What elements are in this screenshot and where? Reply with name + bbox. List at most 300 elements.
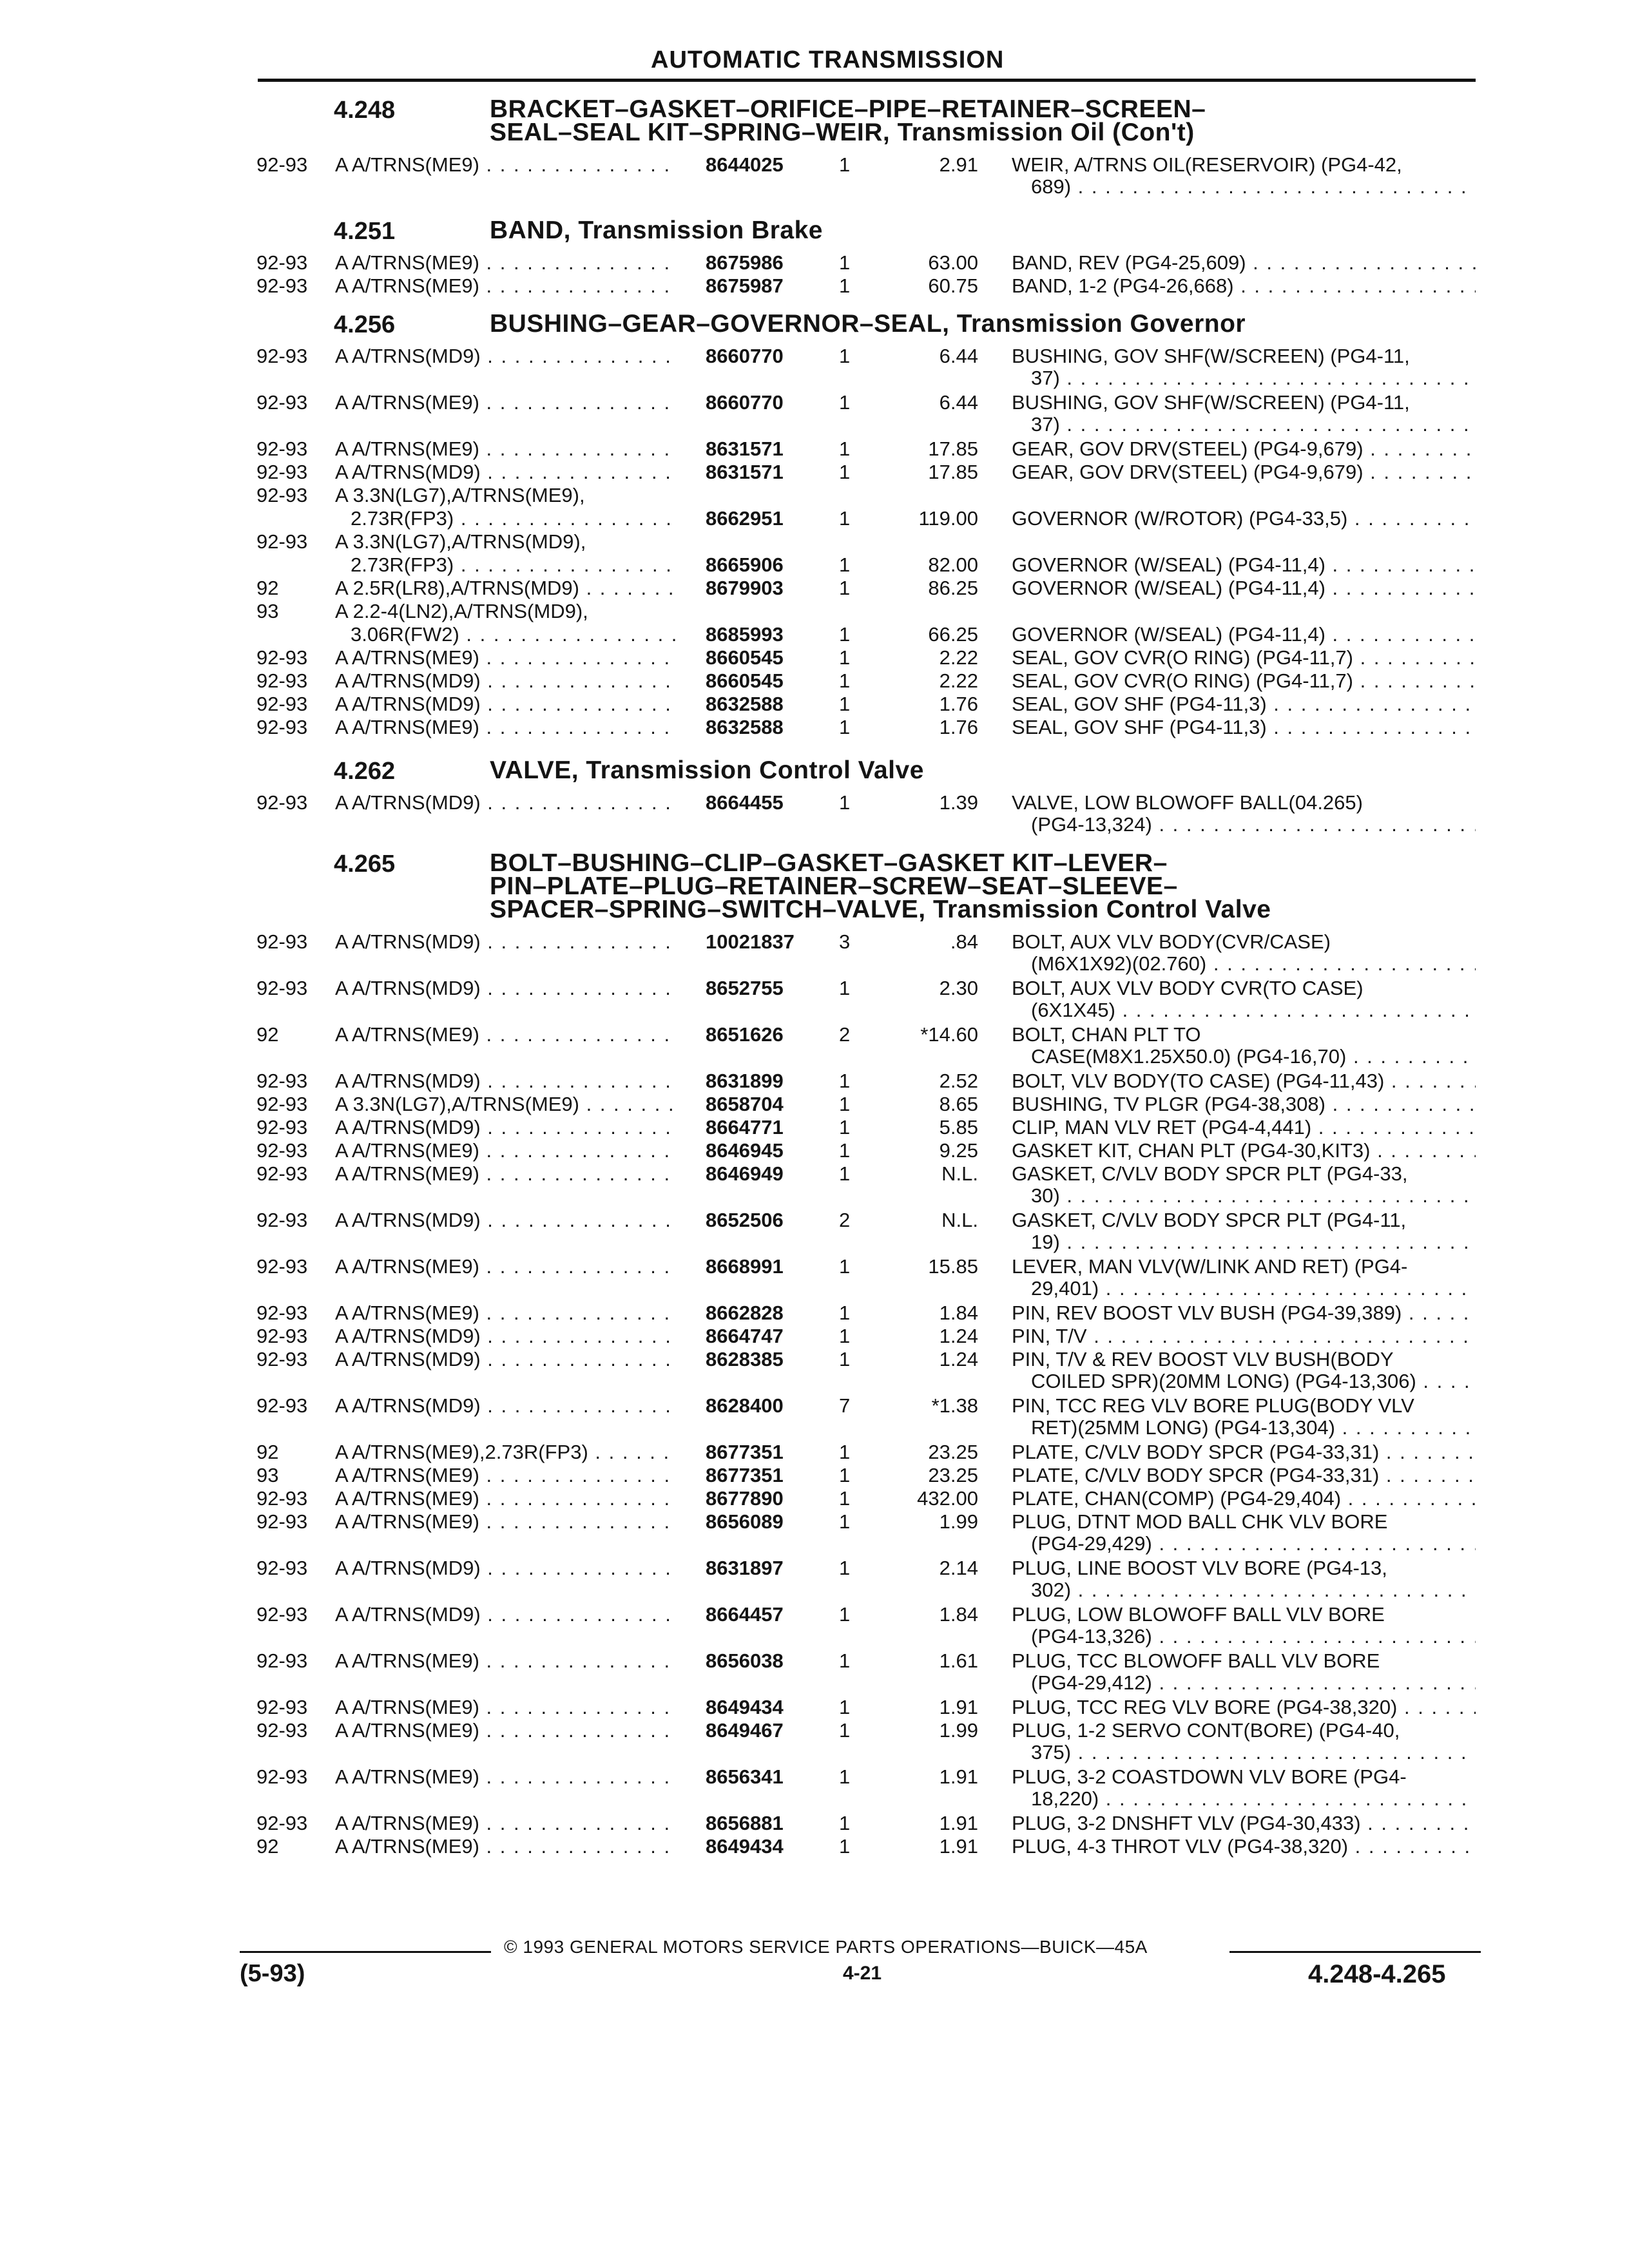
part-price: 2.52 — [939, 1070, 978, 1092]
section-number: 4.251 — [334, 218, 396, 245]
part-quantity: 1 — [839, 1162, 851, 1185]
part-number: 8677351 — [706, 1441, 784, 1463]
section-title — [490, 216, 1476, 244]
section-title-line: SEAL–SEAL KIT–SPRING–WEIR, Transmission Oil (Con't) — [490, 119, 1195, 146]
part-description: PLUG, TCC BLOWOFF BALL VLV BORE — [1012, 1649, 1380, 1672]
part-application: A 3.3N(LG7),A/TRNS(ME9) . . . — [335, 1093, 677, 1116]
part-application: A A/TRNS(ME9) . . . — [335, 1812, 677, 1835]
part-application: A A/TRNS(MD9) . . . — [335, 1116, 677, 1139]
part-row — [0, 1255, 1629, 1278]
part-price: 6.44 — [939, 345, 978, 367]
part-years: 92-93 — [256, 461, 308, 483]
part-number: 8631571 — [706, 437, 784, 460]
part-number: 8664457 — [706, 1603, 784, 1626]
part-number: 8662951 — [706, 507, 784, 530]
part-row — [0, 1394, 1629, 1418]
part-row — [0, 646, 1629, 669]
part-years: 92-93 — [256, 930, 308, 953]
part-years: 92-93 — [256, 1394, 308, 1417]
part-application: A A/TRNS(ME9) . . . — [335, 1649, 677, 1673]
section-title-line: BRACKET–GASKET–ORIFICE–PIPE–RETAINER–SCREEN– — [490, 95, 1206, 123]
part-description: BOLT, AUX VLV BODY(CVR/CASE) — [1012, 930, 1331, 953]
part-description-line2: (PG4-29,429) . . . — [1031, 1532, 1476, 1555]
part-description-line2: (PG4-29,412) . . . — [1031, 1671, 1476, 1695]
part-row-app-prefix — [0, 600, 1629, 623]
part-description-line2: (PG4-13,324) . . . — [1031, 813, 1476, 836]
part-application: A A/TRNS(MD9) . . . — [335, 1070, 677, 1093]
part-description: PLUG, 1-2 SERVO CONT(BORE) (PG4-40, — [1012, 1719, 1400, 1742]
section-title — [490, 312, 1476, 336]
part-quantity: 1 — [839, 1139, 851, 1162]
part-row — [0, 1070, 1629, 1093]
page-footer — [0, 1920, 1629, 1997]
part-price: 63.00 — [928, 251, 978, 274]
part-years: 92-93 — [256, 1696, 308, 1718]
part-quantity: 1 — [839, 1603, 851, 1626]
part-price: *1.38 — [931, 1394, 978, 1417]
part-years: 92-93 — [256, 977, 308, 999]
part-number: 8675986 — [706, 251, 784, 274]
part-years: 92-93 — [256, 437, 308, 460]
part-description-continuation — [0, 1625, 1629, 1648]
part-number: 8679903 — [706, 577, 784, 599]
part-row — [0, 1209, 1629, 1232]
part-number: 8632588 — [706, 716, 784, 738]
part-application: A A/TRNS(ME9) . . . — [335, 646, 677, 669]
part-description-line2: 19) . . . — [1031, 1231, 1476, 1254]
part-row — [0, 1139, 1629, 1162]
part-description: GASKET, C/VLV BODY SPCR PLT (PG4-11, — [1012, 1209, 1407, 1231]
part-quantity: 1 — [839, 1719, 851, 1742]
part-years: 92-93 — [256, 530, 308, 553]
part-application: 2.73R(FP3) . . . — [351, 507, 677, 530]
part-application: A A/TRNS(MD9) . . . — [335, 1348, 677, 1371]
part-description-line2: RET)(25MM LONG) (PG4-13,304) . . . — [1031, 1416, 1476, 1439]
part-quantity: 1 — [839, 1070, 851, 1092]
part-application: A A/TRNS(MD9) . . . — [335, 1209, 677, 1232]
section-title-line: BAND, Transmission Brake — [490, 216, 824, 244]
part-application: A A/TRNS(ME9) . . . — [335, 1487, 677, 1510]
part-quantity: 1 — [839, 1510, 851, 1533]
part-row — [0, 791, 1629, 814]
part-row — [0, 669, 1629, 693]
part-row — [0, 1116, 1629, 1139]
part-quantity: 1 — [839, 1464, 851, 1486]
part-price: 1.76 — [939, 693, 978, 715]
part-description-continuation — [0, 1416, 1629, 1439]
part-quantity: 2 — [839, 1209, 851, 1231]
part-description: PIN, TCC REG VLV BORE PLUG(BODY VLV — [1012, 1394, 1414, 1417]
part-row — [0, 1093, 1629, 1116]
part-number: 8665906 — [706, 553, 784, 576]
part-number: 8656038 — [706, 1649, 784, 1672]
part-row — [0, 1835, 1629, 1858]
part-price: 1.24 — [939, 1325, 978, 1347]
part-description: PIN, REV BOOST VLV BUSH (PG4-39,389) . . . — [1012, 1302, 1476, 1325]
part-row — [0, 623, 1629, 646]
part-number: 8656341 — [706, 1765, 784, 1788]
part-years: 92-93 — [256, 1070, 308, 1092]
part-number: 8649434 — [706, 1696, 784, 1718]
part-row — [0, 1325, 1629, 1348]
part-number: 8664455 — [706, 791, 784, 814]
part-years: 92-93 — [256, 1719, 308, 1742]
part-description: WEIR, A/TRNS OIL(RESERVOIR) (PG4-42, — [1012, 153, 1402, 176]
part-price: 1.84 — [939, 1603, 978, 1626]
part-description: BUSHING, TV PLGR (PG4-38,308) . . . — [1012, 1093, 1476, 1116]
part-years: 93 — [256, 1464, 279, 1486]
part-price: 60.75 — [928, 274, 978, 297]
part-price: .84 — [950, 930, 978, 953]
part-description-continuation — [0, 1277, 1629, 1300]
part-years: 92 — [256, 1023, 279, 1046]
part-application-line1: A 3.3N(LG7),A/TRNS(MD9), — [335, 530, 586, 553]
part-description: GOVERNOR (W/SEAL) (PG4-11,4) . . . — [1012, 553, 1476, 577]
part-years: 92-93 — [256, 716, 308, 738]
part-number: 8631897 — [706, 1557, 784, 1579]
part-number: 8685993 — [706, 623, 784, 646]
part-number: 8660545 — [706, 646, 784, 669]
part-row — [0, 1487, 1629, 1510]
part-description: PLATE, CHAN(COMP) (PG4-29,404) . . . — [1012, 1487, 1476, 1510]
part-years: 92-93 — [256, 1510, 308, 1533]
part-description-continuation — [0, 1045, 1629, 1068]
section-title-line: PIN–PLATE–PLUG–RETAINER–SCREW–SEAT–SLEEVE– — [490, 872, 1178, 900]
part-quantity: 1 — [839, 507, 851, 530]
part-application: A A/TRNS(ME9) . . . — [335, 1464, 677, 1487]
part-description-line2: 375) . . . — [1031, 1741, 1476, 1764]
part-description: BUSHING, GOV SHF(W/SCREEN) (PG4-11, — [1012, 391, 1410, 414]
part-years: 92-93 — [256, 391, 308, 414]
section-number: 4.256 — [334, 311, 396, 338]
part-quantity: 1 — [839, 1487, 851, 1510]
part-description-line2: 29,401) . . . — [1031, 1277, 1476, 1300]
part-description: GOVERNOR (W/SEAL) (PG4-11,4) . . . — [1012, 623, 1476, 646]
part-quantity: 1 — [839, 623, 851, 646]
part-application-line1: A 2.2-4(LN2),A/TRNS(MD9), — [335, 600, 588, 622]
part-price: 1.91 — [939, 1765, 978, 1788]
part-number: 8656881 — [706, 1812, 784, 1834]
part-quantity: 1 — [839, 153, 851, 176]
part-quantity: 1 — [839, 669, 851, 692]
section-title — [490, 849, 1476, 923]
part-row — [0, 693, 1629, 716]
part-row — [0, 977, 1629, 1000]
part-quantity: 1 — [839, 1325, 851, 1347]
part-number: 8664771 — [706, 1116, 784, 1139]
part-years: 92 — [256, 1835, 279, 1858]
part-price: N.L. — [941, 1209, 978, 1231]
part-quantity: 2 — [839, 1023, 851, 1046]
part-row — [0, 153, 1629, 177]
part-quantity: 1 — [839, 1348, 851, 1370]
part-description-line2: (M6X1X92)(02.760) . . . — [1031, 952, 1476, 975]
part-price: 1.24 — [939, 1348, 978, 1370]
part-quantity: 1 — [839, 1557, 851, 1579]
part-years: 92-93 — [256, 1557, 308, 1579]
part-years: 92-93 — [256, 669, 308, 692]
part-years: 92-93 — [256, 1116, 308, 1139]
part-years: 92-93 — [256, 484, 308, 506]
part-description-line2: 18,220) . . . — [1031, 1787, 1476, 1811]
part-price: 1.84 — [939, 1302, 978, 1324]
part-application: A A/TRNS(ME9) . . . — [335, 1255, 677, 1278]
part-price: 1.91 — [939, 1812, 978, 1834]
part-description-line2: 37) . . . — [1031, 413, 1476, 436]
part-quantity: 1 — [839, 461, 851, 483]
part-years: 92 — [256, 577, 279, 599]
footer-page-number: 4-21 — [843, 1963, 882, 1984]
part-application: A A/TRNS(MD9) . . . — [335, 1603, 677, 1626]
part-row — [0, 1510, 1629, 1533]
part-number: 8651626 — [706, 1023, 784, 1046]
part-price: 15.85 — [928, 1255, 978, 1278]
part-number: 8628400 — [706, 1394, 784, 1417]
part-application: A A/TRNS(ME9) . . . — [335, 1835, 677, 1858]
part-description-continuation — [0, 999, 1629, 1022]
part-row — [0, 1348, 1629, 1371]
part-number: 8652755 — [706, 977, 784, 999]
part-application: A A/TRNS(MD9) . . . — [335, 977, 677, 1000]
part-years: 93 — [256, 600, 279, 622]
section-number: 4.248 — [334, 97, 396, 124]
part-description: PLATE, C/VLV BODY SPCR (PG4-33,31) . . . — [1012, 1441, 1476, 1464]
part-application: A A/TRNS(MD9) . . . — [335, 461, 677, 484]
part-price: 2.22 — [939, 669, 978, 692]
footer-copyright: © 1993 GENERAL MOTORS SERVICE PARTS OPERATIONS—BUICK—45A — [504, 1937, 1148, 1957]
part-description-continuation — [0, 413, 1629, 436]
part-number: 8660545 — [706, 669, 784, 692]
part-application: A A/TRNS(ME9) . . . — [335, 1719, 677, 1742]
part-quantity: 1 — [839, 1649, 851, 1672]
part-years: 92-93 — [256, 1649, 308, 1672]
part-number: 8646949 — [706, 1162, 784, 1185]
part-description: GASKET, C/VLV BODY SPCR PLT (PG4-33, — [1012, 1162, 1408, 1185]
part-row — [0, 1557, 1629, 1580]
part-quantity: 1 — [839, 251, 851, 274]
part-description-continuation — [0, 367, 1629, 390]
footer-rule-left — [240, 1951, 491, 1953]
part-number: 8660770 — [706, 391, 784, 414]
part-description: CLIP, MAN VLV RET (PG4-4,441) . . . — [1012, 1116, 1476, 1139]
part-description-line2: 30) . . . — [1031, 1184, 1476, 1207]
part-price: 1.91 — [939, 1835, 978, 1858]
part-description: PLUG, 4-3 THROT VLV (PG4-38,320) . . . — [1012, 1835, 1476, 1858]
footer-section-range: 4.248-4.265 — [1308, 1960, 1446, 1988]
part-application: A A/TRNS(ME9) . . . — [335, 1302, 677, 1325]
section-title-line: BOLT–BUSHING–CLIP–GASKET–GASKET KIT–LEVER– — [490, 849, 1168, 877]
part-row — [0, 1765, 1629, 1789]
part-description-continuation — [0, 175, 1629, 198]
part-description-line2: COILED SPR)(20MM LONG) (PG4-13,306) . . . — [1031, 1370, 1476, 1393]
part-price: 17.85 — [928, 437, 978, 460]
part-description: GEAR, GOV DRV(STEEL) (PG4-9,679) . . . — [1012, 461, 1476, 484]
part-number: 8658704 — [706, 1093, 784, 1115]
part-price: N.L. — [941, 1162, 978, 1185]
part-years: 92-93 — [256, 1139, 308, 1162]
part-description-line2: 689) . . . — [1031, 175, 1476, 198]
part-number: 8664747 — [706, 1325, 784, 1347]
page-title: AUTOMATIC TRANSMISSION — [651, 46, 1005, 73]
part-years: 92 — [256, 1441, 279, 1463]
part-description: PLUG, LINE BOOST VLV BORE (PG4-13, — [1012, 1557, 1387, 1579]
part-quantity: 1 — [839, 1441, 851, 1463]
part-description: PLUG, LOW BLOWOFF BALL VLV BORE — [1012, 1603, 1385, 1626]
part-description: PLATE, C/VLV BODY SPCR (PG4-33,31) . . . — [1012, 1464, 1476, 1487]
section-title — [490, 756, 1476, 784]
part-row — [0, 251, 1629, 274]
part-application: A A/TRNS(ME9) . . . — [335, 1139, 677, 1162]
part-description: SEAL, GOV SHF (PG4-11,3) . . . — [1012, 693, 1476, 716]
part-number: 8656089 — [706, 1510, 784, 1533]
part-number: 8677890 — [706, 1487, 784, 1510]
part-application: A A/TRNS(MD9) . . . — [335, 1325, 677, 1348]
part-quantity: 1 — [839, 646, 851, 669]
part-row — [0, 1696, 1629, 1719]
part-quantity: 1 — [839, 437, 851, 460]
part-quantity: 1 — [839, 1812, 851, 1834]
part-quantity: 1 — [839, 577, 851, 599]
part-application: A A/TRNS(ME9) . . . — [335, 1023, 677, 1046]
part-description-line2: (PG4-13,326) . . . — [1031, 1625, 1476, 1648]
part-row — [0, 1812, 1629, 1835]
part-price: 9.25 — [939, 1139, 978, 1162]
part-quantity: 1 — [839, 553, 851, 576]
part-description-continuation — [0, 1671, 1629, 1695]
part-row — [0, 1464, 1629, 1487]
part-quantity: 1 — [839, 1835, 851, 1858]
section-title-line: SPACER–SPRING–SWITCH–VALVE, Transmission Control Valve — [490, 896, 1271, 923]
part-description-continuation — [0, 1184, 1629, 1207]
part-row — [0, 553, 1629, 577]
part-price: 86.25 — [928, 577, 978, 599]
part-description: VALVE, LOW BLOWOFF BALL(04.265) — [1012, 791, 1363, 814]
part-application: A A/TRNS(ME9) . . . — [335, 1696, 677, 1719]
part-description-line2: 302) . . . — [1031, 1579, 1476, 1602]
part-price: 5.85 — [939, 1116, 978, 1139]
part-row — [0, 1719, 1629, 1742]
part-price: 17.85 — [928, 461, 978, 483]
part-quantity: 1 — [839, 274, 851, 297]
part-number: 8652506 — [706, 1209, 784, 1231]
part-row — [0, 1649, 1629, 1673]
part-row — [0, 716, 1629, 739]
part-years: 92-93 — [256, 1812, 308, 1834]
part-row — [0, 1162, 1629, 1186]
part-years: 92-93 — [256, 1255, 308, 1278]
part-description: LEVER, MAN VLV(W/LINK AND RET) (PG4- — [1012, 1255, 1408, 1278]
part-application: A A/TRNS(ME9) . . . — [335, 153, 677, 177]
part-application: A A/TRNS(ME9) . . . — [335, 1765, 677, 1789]
part-price: 2.91 — [939, 153, 978, 176]
part-quantity: 1 — [839, 1696, 851, 1718]
part-number: 8631571 — [706, 461, 784, 483]
part-row — [0, 461, 1629, 484]
part-price: 6.44 — [939, 391, 978, 414]
part-years: 92-93 — [256, 1325, 308, 1347]
part-application: A A/TRNS(MD9) . . . — [335, 669, 677, 693]
part-row — [0, 345, 1629, 368]
part-description-line2: (6X1X45) . . . — [1031, 999, 1476, 1022]
part-application: A A/TRNS(ME9),2.73R(FP3) . . . — [335, 1441, 677, 1464]
part-description: PLUG, 3-2 COASTDOWN VLV BORE (PG4- — [1012, 1765, 1407, 1788]
part-quantity: 1 — [839, 1093, 851, 1115]
part-years: 92-93 — [256, 1603, 308, 1626]
part-quantity: 1 — [839, 391, 851, 414]
part-description: BOLT, VLV BODY(TO CASE) (PG4-11,43) . . . — [1012, 1070, 1476, 1093]
part-quantity: 1 — [839, 1116, 851, 1139]
part-row — [0, 437, 1629, 461]
part-price: 2.30 — [939, 977, 978, 999]
part-years: 92-93 — [256, 1302, 308, 1324]
footer-date: (5-93) — [240, 1960, 305, 1987]
part-years: 92-93 — [256, 1093, 308, 1115]
part-price: 1.99 — [939, 1510, 978, 1533]
part-price: 1.91 — [939, 1696, 978, 1718]
part-price: *14.60 — [920, 1023, 978, 1046]
part-years: 92-93 — [256, 693, 308, 715]
part-application: A A/TRNS(ME9) . . . — [335, 391, 677, 414]
section-title-line: VALVE, Transmission Control Valve — [490, 756, 924, 784]
part-number: 8675987 — [706, 274, 784, 297]
part-description: SEAL, GOV SHF (PG4-11,3) . . . — [1012, 716, 1476, 739]
part-description: BAND, 1-2 (PG4-26,668) . . . — [1012, 274, 1476, 298]
part-description: PIN, T/V & REV BOOST VLV BUSH(BODY — [1012, 1348, 1394, 1370]
part-application: A A/TRNS(MD9) . . . — [335, 693, 677, 716]
part-description-continuation — [0, 1741, 1629, 1764]
part-quantity: 1 — [839, 791, 851, 814]
section-number: 4.265 — [334, 850, 396, 878]
part-description: SEAL, GOV CVR(O RING) (PG4-11,7) . . . — [1012, 669, 1476, 693]
part-number: 8662828 — [706, 1302, 784, 1324]
part-quantity: 1 — [839, 1302, 851, 1324]
section-number: 4.262 — [334, 758, 396, 785]
part-description-continuation — [0, 1787, 1629, 1811]
part-application: 3.06R(FW2) . . . — [351, 623, 677, 646]
part-number: 8677351 — [706, 1464, 784, 1486]
part-row-app-prefix — [0, 530, 1629, 553]
part-number: 8628385 — [706, 1348, 784, 1370]
part-number: 8660770 — [706, 345, 784, 367]
part-years: 92-93 — [256, 274, 308, 297]
part-description: GASKET KIT, CHAN PLT (PG4-30,KIT3) . . . — [1012, 1139, 1476, 1162]
part-row — [0, 507, 1629, 530]
part-price: 23.25 — [928, 1441, 978, 1463]
part-price: 432.00 — [917, 1487, 978, 1510]
part-description: GOVERNOR (W/SEAL) (PG4-11,4) . . . — [1012, 577, 1476, 600]
part-price: 66.25 — [928, 623, 978, 646]
part-number: 8668991 — [706, 1255, 784, 1278]
part-quantity: 3 — [839, 930, 851, 953]
part-description-continuation — [0, 1579, 1629, 1602]
part-application: A A/TRNS(ME9) . . . — [335, 716, 677, 739]
part-description: BOLT, CHAN PLT TO — [1012, 1023, 1201, 1046]
part-price: 1.99 — [939, 1719, 978, 1742]
part-application: A 2.5R(LR8),A/TRNS(MD9) . . . — [335, 577, 677, 600]
part-description-continuation — [0, 1532, 1629, 1555]
part-row — [0, 1441, 1629, 1464]
part-application: A A/TRNS(ME9) . . . — [335, 274, 677, 298]
part-price: 2.22 — [939, 646, 978, 669]
part-application: A A/TRNS(MD9) . . . — [335, 345, 677, 368]
part-description-line2: CASE(M8X1.25X50.0) (PG4-16,70) . . . — [1031, 1045, 1476, 1068]
part-price: 1.76 — [939, 716, 978, 738]
part-quantity: 1 — [839, 1765, 851, 1788]
part-description: BAND, REV (PG4-25,609) . . . — [1012, 251, 1476, 274]
part-years: 92-93 — [256, 153, 308, 176]
part-quantity: 1 — [839, 345, 851, 367]
part-description: BUSHING, GOV SHF(W/SCREEN) (PG4-11, — [1012, 345, 1410, 367]
